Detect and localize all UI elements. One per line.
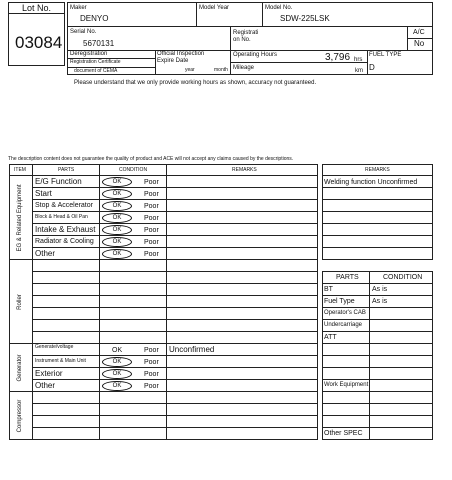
part-generator-other: Other — [35, 381, 56, 390]
ac-label: A/C — [413, 29, 425, 36]
registration-label: Registrati on No. — [233, 30, 259, 44]
group-compressor-label: Compressor — [17, 399, 23, 433]
year-label: year — [185, 67, 195, 73]
group-generator-label: Generator — [17, 354, 23, 382]
ok-marker: OK — [102, 177, 132, 187]
maker-label: Maker — [70, 5, 87, 11]
right-part-att: ATT — [324, 334, 337, 341]
right-part-undercarriage: Undercarriage — [324, 322, 363, 328]
part-stop-accelerator: Stop & Accelerator — [35, 202, 93, 209]
ok-marker: OK — [102, 201, 132, 211]
right-part-other-spec: Other SPEC — [324, 430, 363, 437]
right-part-bt: BT — [324, 286, 333, 293]
lot-number: 03084 — [15, 33, 63, 52]
right-part-fuel-type: Fuel Type — [324, 298, 355, 305]
ok-marker: OK — [102, 225, 132, 235]
disclaimer-text: The description content does not guarantee the quality of product and ACE will not accept any claims caused by the descriptions. — [8, 156, 294, 162]
poor-label: Poor — [144, 347, 159, 354]
right-part-work-equipment: Work Equipment — [324, 382, 369, 388]
maker-value: DENYO — [80, 14, 109, 23]
fuel-type-value: D — [369, 63, 375, 72]
poor-label: Poor — [144, 227, 159, 234]
col-item: ITEM — [14, 167, 26, 173]
operating-hours-label: Operating Hours — [233, 52, 278, 58]
poor-label: Poor — [144, 203, 159, 210]
hrs-label: hrs — [354, 57, 363, 63]
group-eg-label: EG & Related Equipment — [17, 184, 23, 252]
ok-marker: OK — [102, 189, 132, 199]
model-no-value: SDW-225LSK — [280, 14, 330, 23]
part-instrument-main: Instrument & Main Unit — [35, 358, 86, 364]
poor-label: Poor — [144, 251, 159, 258]
part-eg-function: E/G Function — [35, 177, 82, 186]
ok-marker: OK — [102, 249, 132, 259]
model-no-label: Model No. — [265, 5, 293, 11]
month-label: month — [214, 67, 228, 73]
right-remarks-header: REMARKS — [365, 167, 390, 173]
lot-label: Lot No. — [22, 3, 52, 13]
poor-label: Poor — [144, 383, 159, 390]
right-parts-col-parts: PARTS — [336, 274, 359, 281]
ok-label: OK — [112, 347, 123, 354]
part-start: Start — [35, 189, 52, 198]
right-parts-col-condition: CONDITION — [383, 274, 423, 281]
poor-label: Poor — [144, 179, 159, 186]
part-intake-exhaust: Intake & Exhaust — [35, 225, 96, 234]
right-cond-fuel-type: As is — [372, 298, 388, 305]
right-cond-bt: As is — [372, 286, 388, 293]
part-exterior: Exterior — [35, 369, 63, 378]
poor-label: Poor — [144, 371, 159, 378]
part-block-head: Block & Head & Oil Pan — [35, 214, 88, 220]
ac-value: No — [414, 39, 425, 48]
part-radiator-cooling: Radiator & Cooling — [35, 238, 94, 245]
right-remarks-welding: Welding function Unconfirmed — [324, 179, 418, 186]
model-year-label: Model Year — [199, 5, 230, 11]
ok-marker: OK — [102, 213, 132, 223]
ok-marker: OK — [102, 369, 132, 379]
poor-label: Poor — [144, 239, 159, 246]
km-label: km — [355, 68, 363, 74]
registration-certificate-label: Registration Certificate — [70, 59, 121, 65]
part-generate-voltage: Generate/voltage — [35, 344, 74, 350]
mileage-label: Mileage — [233, 65, 255, 71]
ok-marker: OK — [102, 381, 132, 391]
col-parts: PARTS — [58, 167, 75, 173]
group-roller-label: Roller — [17, 294, 23, 310]
fuel-type-label: FUEL TYPE — [369, 52, 402, 58]
serial-value: 5670131 — [83, 39, 115, 48]
ok-marker: OK — [102, 357, 132, 367]
col-condition: CONDITION — [119, 167, 148, 173]
notice-text: Please understand that we only provide working hours as shown, accuracy not guaranteed. — [74, 80, 317, 86]
serial-label: Serial No. — [70, 29, 97, 35]
part-other: Other — [35, 249, 56, 258]
poor-label: Poor — [144, 359, 159, 366]
deregistration-label: Deregistration — [70, 51, 108, 57]
cema-document-label: document of CEMA — [74, 68, 118, 74]
poor-label: Poor — [144, 191, 159, 198]
remark-generate-voltage: Unconfirmed — [169, 345, 215, 354]
ok-marker: OK — [102, 237, 132, 247]
right-part-operator-cab: Operator's CAB — [324, 310, 366, 316]
poor-label: Poor — [144, 215, 159, 222]
col-remarks: REMARKS — [232, 167, 257, 173]
operating-hours-value: 3,796 — [325, 52, 351, 63]
inspection-label: Official Inspection Expire Date — [157, 51, 205, 64]
